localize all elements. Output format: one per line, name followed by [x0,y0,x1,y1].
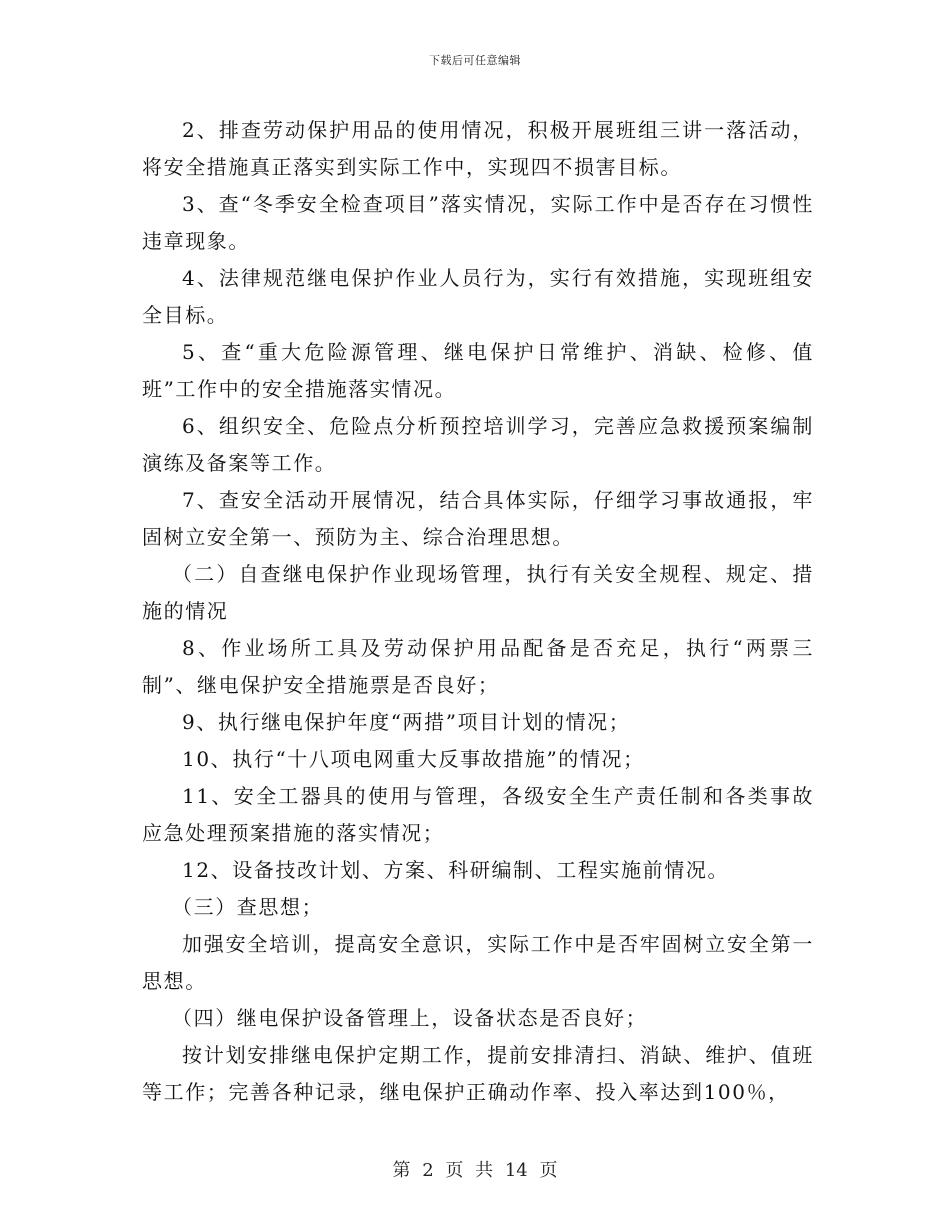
paragraph-thought-check: 加强安全培训，提高安全意识，实际工作中是否牢固树立安全第一思想。 [142,932,814,993]
paragraph-item-4: 4、法律规范继电保护作业人员行为，实行有效措施，实现班组安全目标。 [142,266,814,327]
paragraph-item-9: 9、执行继电保护年度“两措”项目计划的情况； [182,710,631,734]
page-footer-number: 第 2 页 共 14 页 [392,1160,558,1181]
paragraph-item-5: 5、查“重大危险源管理、继电保护日常维护、消缺、检修、值班”工作中的安全措施落实情况。 [142,340,814,401]
paragraph-item-2: 2、排查劳动保护用品的使用情况，积极开展班组三讲一落活动，将安全措施真正落实到实际工作中，实现四不损害目标。 [142,118,814,179]
paragraph-item-3: 3、查“冬季安全检查项目”落实情况，实际工作中是否存在习惯性违章现象。 [142,192,814,253]
paragraph-equipment-maintenance: 按计划安排继电保护定期工作，提前安排清扫、消缺、维护、值班等工作；完善各种记录，继电保护正确动作率、投入率达到100％， [142,1043,814,1104]
document-body [142,112,814,1111]
paragraph-item-8: 8、作业场所工具及劳动保护用品配备是否充足，执行“两票三制”、继电保护安全措施票是否良好； [142,636,814,697]
paragraph-item-10: 10、执行“十八项电网重大反事故措施”的情况； [182,747,645,771]
paragraph-item-11: 11、安全工器具的使用与管理，各级安全生产责任制和各类事故应急处理预案措施的落实情况； [142,784,814,845]
section-heading-3: （三）查思想； [172,895,324,919]
section-heading-4: （四）继电保护设备管理上，设备状态是否良好； [172,1006,648,1030]
paragraph-item-6: 6、组织安全、危险点分析预控培训学习，完善应急救援预案编制演练及备案等工作。 [142,414,814,475]
section-heading-2: （二）自查继电保护作业现场管理，执行有关安全规程、规定、措施的情况 [142,562,814,623]
paragraph-item-12: 12、设备技改计划、方案、科研编制、工程实施前情况。 [182,858,730,882]
page-header-note: 下载后可任意编辑 [429,54,521,67]
paragraph-item-7: 7、查安全活动开展情况，结合具体实际，仔细学习事故通报，牢固树立安全第一、预防为主、综合治理思想。 [142,488,814,549]
